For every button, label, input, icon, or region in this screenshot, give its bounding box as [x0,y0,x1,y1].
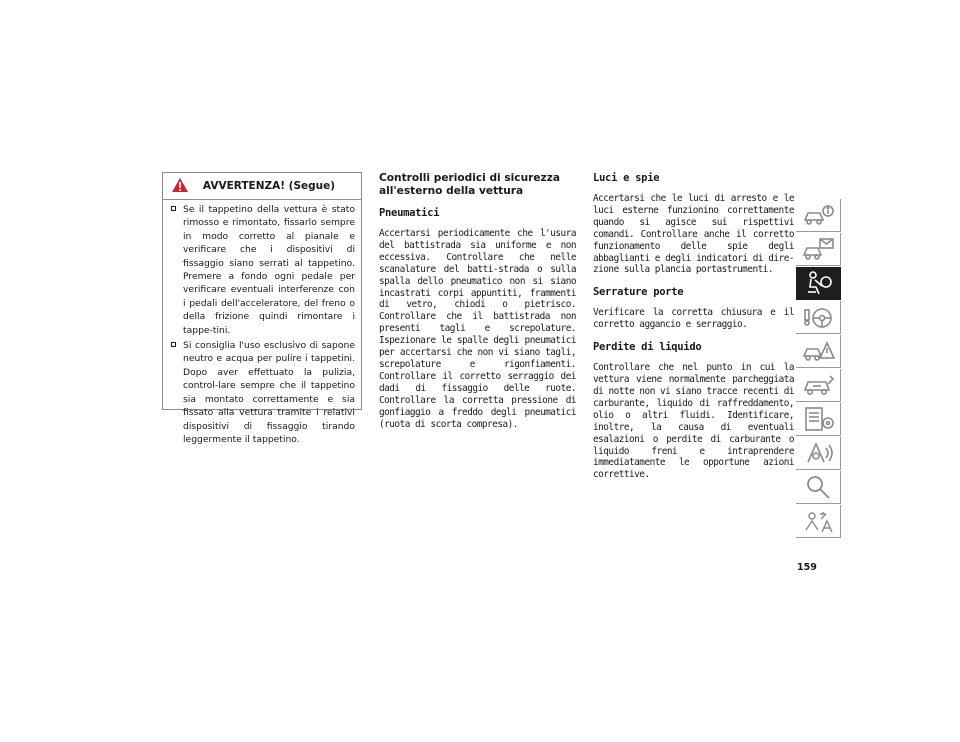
bullet-square-icon [171,206,176,211]
car-mail-icon [802,236,836,263]
car-info-icon [802,202,836,229]
tab-car-service[interactable] [796,369,841,402]
steering-wheel-icon [802,304,836,331]
tab-airbag-safety[interactable] [796,267,841,300]
tab-car-info[interactable] [796,199,841,232]
tab-multimedia[interactable] [796,437,841,470]
warning-car-icon [802,338,836,365]
subsection-text-serrature: Verificare la corretta chiusura e il corretto aggancio e serraggio. [593,307,794,331]
warning-title: AVVERTENZA! (Segue) [202,180,336,192]
tab-search[interactable] [796,471,841,504]
tab-car-mail[interactable] [796,233,841,266]
subsection-text-luci: Accertarsi che le luci di arresto e le luci esterne funzionino correttamente quando si agisce sui rispettivi comandi. Controllare anche il corretto funzionamento delle spie degli abbaglianti e degli indicatori di dire-zione sulla plancia portastrumenti. [593,193,794,276]
right-column [593,172,794,491]
subsection-heading-serrature: Serrature porte [593,286,684,299]
subsection-heading-luci: Luci e spie [593,172,660,184]
airbag-safety-icon [802,270,836,297]
subsection-text-perdite: Controllare che nel punto in cui la vettura viene normalmente parcheggiata di notte non vi siano tracce recenti di carburante, liquido di raffreddamento, olio o altri fluidi. Identificare, inoltre, la causa di eventuali esalazioni o perdite di carburante o liquido freni e intraprendere immediatamente le opportune azioni correttive. [593,362,794,481]
subsection-heading-perdite: Perdite di liquido [593,341,702,354]
maintenance-list-icon [802,406,836,433]
warning-header [163,173,361,200]
chapter-tabs [796,199,841,542]
warning-item: Si consiglia l'uso esclusivo di sapone neutro e acqua per pulire i tappetini. Dopo aver effettuato la pulizia, control-lare sempre che il tappetino sia montato correttamente e sia fissato alla vettura tramite i relativi dispositivi di fissaggio tirando leggermente il tappetino. [171,339,355,446]
warning-item: Se il tappetino della vettura è stato rimosso e rimontato, fissarlo sempre in modo corretto al pianale e verificare che i dispositivi di fissaggio siano serrati al tappetino. Premere a fondo ogni pedale per verificare eventuali interferenze con i pedali dell'acceleratore, del freno o della frizione quindi rimontare i tappe-tini. [171,203,355,337]
tab-warning-car[interactable] [796,335,841,368]
car-service-icon [802,372,836,399]
section-title: Controlli periodici di sicurezza all'esterno della vettura [379,172,561,197]
warning-triangle-icon [171,177,189,193]
language-icon [802,508,836,535]
warning-list [163,200,361,446]
tab-maintenance-list[interactable] [796,403,841,436]
multimedia-icon [802,440,836,467]
magnifier-icon [802,474,836,501]
subsection-text-pneumatici: Accertarsi periodicamente che l'usura del battistrada sia uniforme e non eccessiva. Controllare che nelle scanalature del batti-strada o sulla spalla dello pneumatico non si siano incastrati corpi appuntiti, frammenti di vetro, chiodi o pietrisco. Controllare che il battistrada non presenti tagli e screpolature. Ispezionare le spalle degli pneumatici per accertarsi che non vi siano tagli, screpolature e rigonfiamenti. Controllare il corretto serraggio dei dadi di fissaggio delle ruote. Controllare la corretta pressione di gonfiaggio a freddo degli pneumatici (ruota di scorta compresa). [379,228,576,430]
bullet-square-icon [171,342,176,347]
warning-box [162,172,362,445]
middle-column [379,172,576,440]
tab-steering[interactable] [796,301,841,334]
subsection-heading-pneumatici: Pneumatici [379,207,440,219]
tab-language[interactable] [796,505,841,538]
page-number: 159 [797,562,817,573]
